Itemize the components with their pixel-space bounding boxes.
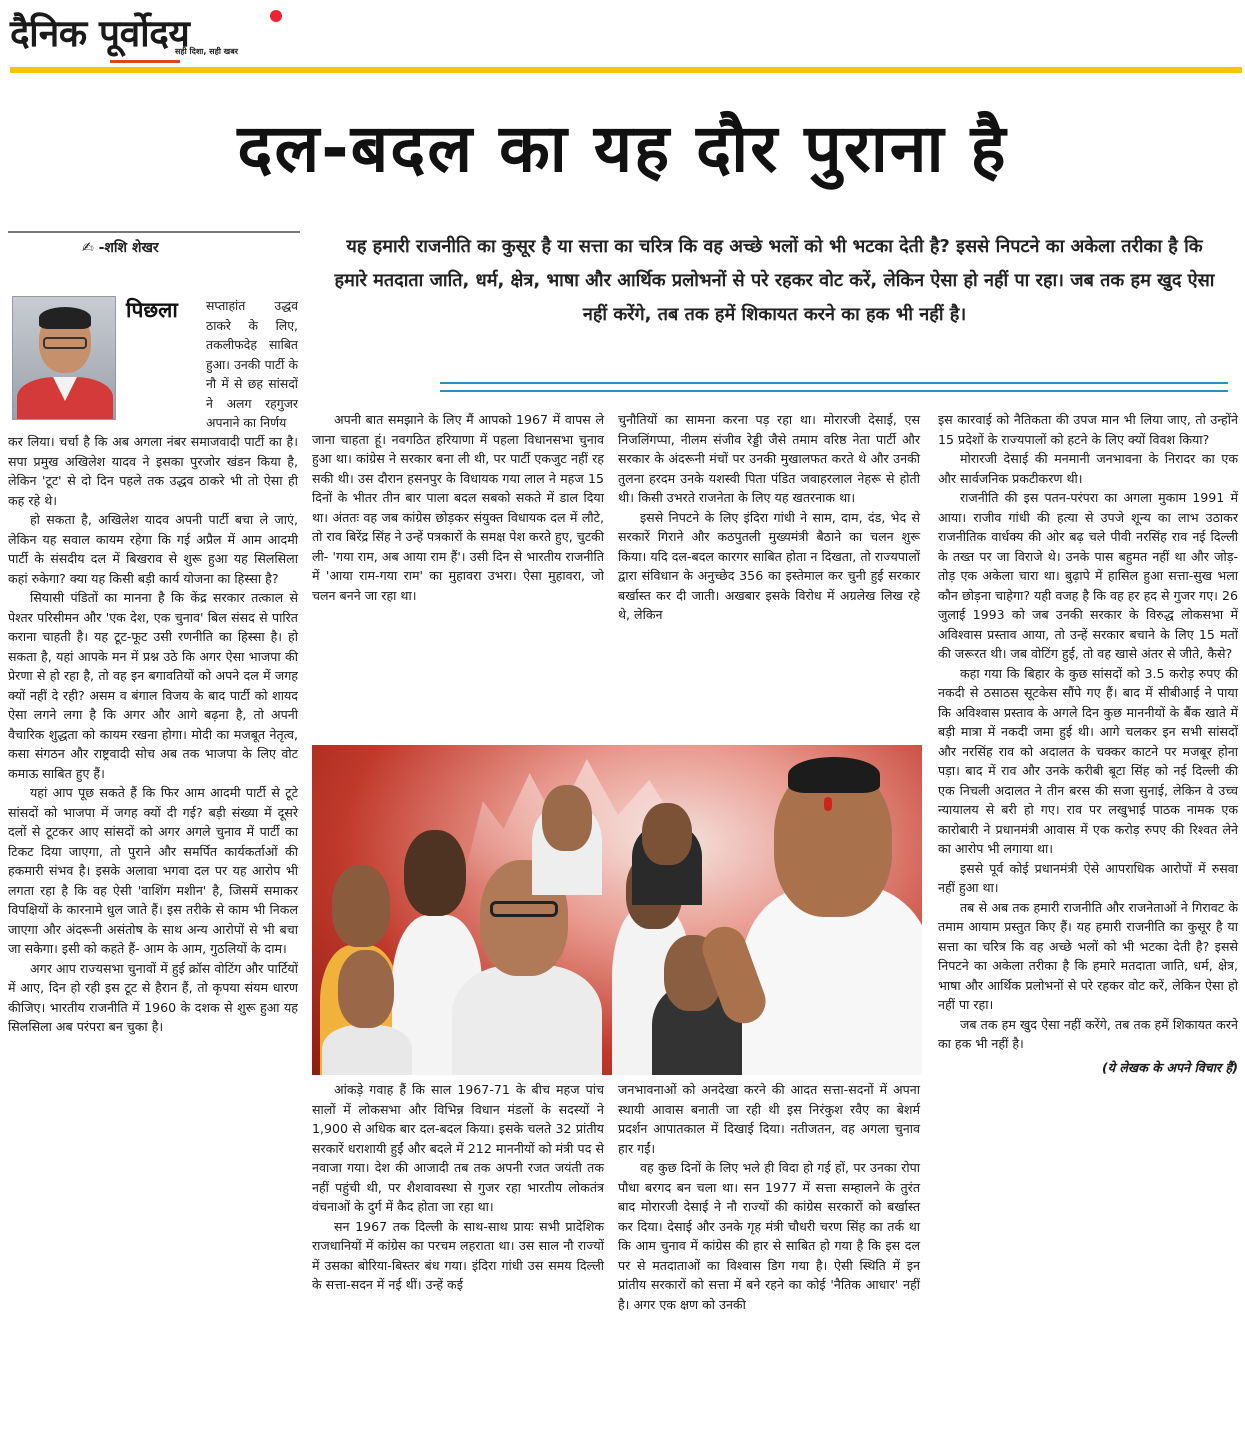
paragraph: अपनी बात समझाने के लिए मैं आपको 1967 में वापस ले जाना चाहता हूं। नवगठित हरियाणा में पहला विधानसभा चुनाव हुआ था। कांग्रेस ने सरकार बना ली थी, पर पार्टी एकजुट नहीं रह सकी थी। उस दौरान हसनपुर के विधायक गया लाल ने महज 15 दिनों के भीतर तीन बार पाला बदल सबको सकते में डाल दिया था। अंततः वह जब कांग्रेस छोड़कर संयुक्त विधायक दल में लौटे, तो राव बिरेंद्र सिंह ने उन्हें पत्रकारों के समक्ष पेश करते हुए, चुटकी ली- 'गया राम, अब आया राम हैं'। उसी दिन से भारतीय राजनीति में 'आया राम-गया राम' का मुहावरा उभरा। ऐसा मुहावरा, जो चलन बनने जा रहा था।	[312, 412, 604, 603]
paragraph: हो सकता है, अखिलेश यादव अपनी पार्टी बचा ले जाएं, लेकिन यह सवाल कायम रहेगा कि गई अप्रैल में आम आदमी पार्टी के संसदीय दल में बिखराव से शुरू हुआ यह सिलसिला कहां रुकेगा? क्या यह किसी बड़ी कार्य योजना का हिस्सा है?	[8, 512, 298, 586]
paragraph: तब से अब तक हमारी राजनीति और राजनेताओं ने गिरावट के तमाम आयाम प्रस्तुत किए हैं। यह हमारी राजनीति का कुसूर है या सत्ता का चरित्र कि वह अच्छे भलों को भी भटका देती है? इससे निपटने का अकेला तरीका है कि हमारे मतदाता जाति, धर्म, क्षेत्र, भाषा और आर्थिक प्रलोभनों से परे रहकर वोट करें, लेकिन ऐसा हो नहीं पा रहा।	[938, 899, 1238, 1012]
paragraph: वह कुछ दिनों के लिए भले ही विदा हो गई हों, पर उनका रोपा पौधा बरगद बन चला था। सन 1977 में सत्ता सम्हालने के तुरंत बाद मोरारजी देसाई ने नौ राज्यों की कांग्रेस सरकारों को बर्खास्त कर दिया। देसाई और उनके गृह मंत्री चौधरी चरण सिंह का तर्क था कि आम चुनाव में कांग्रेस की हार से साबित हो गया है कि इस दल पर से मतदाताओं का विश्वास डिग गया है। ऐसी स्थिति में इन प्रांतीय सरकारों को सत्ता में बने रहने का कोई 'नैतिक आधार' नहीं है। अगर एक क्षण को उनकी	[618, 1160, 920, 1312]
paragraph: इससे पूर्व कोई प्रधानमंत्री ऐसे आपराधिक आरोपों में रुसवा नहीं हुआ था।	[938, 860, 1238, 895]
column-2-top	[312, 410, 604, 605]
column-3-bottom	[618, 1080, 920, 1314]
deck-divider	[440, 382, 1228, 384]
deck-divider	[440, 390, 1228, 392]
paragraph: इससे निपटने के लिए इंदिरा गांधी ने साम, दाम, दंड, भेद से सरकारें गिराने और कठपुतली मुख्यमंत्री बैठाने का चलन शुरू किया। यदि दल-बदल कारगर साबित होता न दिखता, तो राज्यपालों द्वारा संविधान के अनुच्छेद 356 का इस्तेमाल कर चुनी हुई सरकार बर्खास्त कर दी जाती। अखबार इसके विरोध में अग्रलेख लिख रहे थे, लेकिन	[618, 509, 920, 622]
logo-dot-icon	[270, 10, 282, 22]
masthead-accent	[110, 60, 180, 63]
paragraph: चुनौतियों का सामना करना पड़ रहा था। मोरारजी देसाई, एस निजलिंगप्पा, नीलम संजीव रेड्डी जैसे तमाम वरिष्ठ नेता पार्टी और सरकार के अंदरूनी मंचों पर उनकी मुखालफत करते थे और उनकी तुलना हरदम उनके यशस्वी पिता पंडित जवाहरलाल नेहरू से होती थी। किसी उभरते राजनेता के लिए यह खतरनाक था।	[618, 412, 920, 505]
column-4	[938, 410, 1238, 1077]
column-1	[8, 432, 298, 1037]
masthead-tagline: सही दिशा, सही खबर	[175, 47, 239, 56]
article-byline: ✍ -शशि शेखर	[82, 240, 159, 256]
paragraph: इस कारवाई को नैतिकता की उपज मान भी लिया जाए, तो उन्होंने 15 प्रदेशों के राज्यपालों को हटने के लिए क्यों विवश किया?	[938, 412, 1238, 447]
column-3-top	[618, 410, 920, 625]
newspaper-logo: दैनिक पूर्वोदय	[10, 11, 190, 55]
paragraph: कर लिया। चर्चा है कि अब अगला नंबर समाजवादी पार्टी का है। सपा प्रमुख अखिलेश यादव ने इसका पुरजोर खंडन किया है, लेकिन 'टूट' से दो दिन पहले तक उद्धव ठाकरे भी तो ऐसा ही कह रहे थे।	[8, 434, 298, 508]
paragraph: जनभावनाओं को अनदेखा करने की आदत सत्ता-सदनों में अपना स्थायी आवास बनाती जा रही थी इस निरंकुश रवैए का बेशर्म प्रदर्शन आपातकाल में दिखाई दिया। नतीजतन, वह अगला चुनाव हार गईं।	[618, 1082, 920, 1156]
paragraph: सप्ताहांत उद्धव ठाकरे के लिए, तकलीफदेह साबित हुआ। उनकी पार्टी के नौ में से छह सांसदों ने अलग रहगुजर अपनाने का निर्णय	[206, 298, 298, 430]
paragraph: जब तक हम खुद ऐसा नहीं करेंगे, तब तक हमें शिकायत करने का हक भी नहीं है।	[938, 1016, 1238, 1051]
paragraph: कहा गया कि बिहार के कुछ सांसदों को 3.5 करोड़ रुपए की नकदी से ठसाठस सूटकेस सौंपे गए हैं। बाद में सीबीआई ने पाया कि अविश्वास प्रस्ताव के अगले दिन कुछ माननीयों के बैंक खाते में बड़ी मात्रा में नकदी जमा हुई थी। आगे चलकर इन सभी सांसदों और नरसिंह राव को अदालत के चक्कर काटने पर मजबूर होना पड़ा। बाद में राव और उनके करीबी बूटा सिंह को नई दिल्ली की एक निचली अदालत ने तीन बरस की सजा सुनाई, लेकिन वे उच्च न्यायालय से बरी हो गए। राव पर लखुभाई पाठक नामक एक कारोबारी ने प्रधानमंत्री आवास में एक करोड़ रुपए की रिश्वत लेने का आरोप भी लगाया था।	[938, 665, 1238, 856]
author-photo	[12, 296, 116, 420]
paragraph: सन 1967 तक दिल्ली के साथ-साथ प्रायः सभी प्रादेशिक राजधानियों में कांग्रेस का परचम लहराता था। उस साल नौ राज्यों में उसका बोरिया-बिस्तर बंध गया। इंदिरा गांधी उस समय दिल्ली के सत्ता-सदन में नई थीं। उन्हें कई	[312, 1218, 604, 1292]
column-1-intro	[206, 296, 298, 433]
column-2-bottom	[312, 1080, 604, 1295]
paragraph: राजनीति की इस पतन-परंपरा का अगला मुकाम 1991 में आया। राजीव गांधी की हत्या से उपजे शून्य का लाभ उठाकर राजनीतिक वार्धक्य की ओर बढ़ चले पीवी नरसिंह राव नई दिल्ली के तख्त पर जा विराजे थे। उनके पास बहुमत नहीं था और जोड़-तोड़ एक अकेला चारा था। बुढ़ापे में हासिल हुआ सत्ता-सुख भला कौन छोड़ना चाहेगा? यही वजह है कि वह हर हद से गुजर गए। 26 जुलाई 1993 को जब उनकी सरकार के विरुद्ध लोकसभा में अविश्वास प्रस्ताव आया, तो उन्हें सरकार बचाने के लिए 15 मतों की जरूरत थी। जब वोटिंग हुई, तो वह खासे अंतर से जीते, कैसे?	[938, 490, 1238, 661]
paragraph: मोरारजी देसाई की मनमानी जनभावना के निरादर का एक और सार्वजनिक प्रकटीकरण थी।	[938, 451, 1238, 486]
drop-word: पिछला	[126, 298, 178, 322]
byline-rule	[8, 231, 300, 233]
paragraph: यहां आप पूछ सकते हैं कि फिर आम आदमी पार्टी से टूटे सांसदों को भाजपा में जगह क्यों दी गई? बड़ी संख्या में दूसरे दलों से टूटकर आए सांसदों को अगर अगले चुनाव में पार्टी का टिकट दिया जाएगा, तो पुराने और समर्पित कार्यकर्ताओं की हकमारी संभव है। इसके अलावा भगवा दल पर यह आरोप भी लगता रहा है कि वह ऐसी 'वाशिंग मशीन' है, जिसमें समाकर विपक्षियों के कारनामे धुल जाते हैं। इस तरीके से काम भी निकल जाएगा और अंदरूनी असंतोष के साथ अन्य आरोपों से भी बचा जा सकेगा। इसी को कहते हैं- आम के आम, गुठलियों के दाम।	[8, 785, 298, 956]
article-deck: यह हमारी राजनीति का कुसूर है या सत्ता का चरित्र कि वह अच्छे भलों को भी भटका देती है? इससे निपटने का अकेला तरीका है कि हमारे मतदाता जाति, धर्म, क्षेत्र, भाषा और आर्थिक प्रलोभनों से परे रहकर वोट करें, लेकिन ऐसा हो नहीं पा रहा। जब तक हम खुद ऐसा नहीं करेंगे, तब तक हमें शिकायत करने का हक भी नहीं है।	[334, 236, 1215, 325]
masthead	[10, 10, 290, 74]
paragraph: सियासी पंडितों का मानना है कि केंद्र सरकार तत्काल से पेश्तर परिसीमन और 'एक देश, एक चुनाव' बिल संसद से पारित कराना चाहती है। यह टूट-फूट उसी रणनीति का हिस्सा है। हो सकता है, यहां आपके मन में प्रश्न उठे कि अगर ऐसा भाजपा की प्रेरणा से हो रहा है, तो वह इन बगावतियों को अपने दल में जगह क्यों नहीं दे रही? असम व बंगाल विजय के बाद पार्टी को शायद ऐसा लगने लगा है कि अगर और आगे बढ़ना है, तो अपनी वैचारिक शुद्धता को कायम रखना होगा। मोदी का मजबूत नेतृत्व, कसा संगठन और राष्ट्रवादी सोच अब तक भाजपा के लिए वोट कमाऊ साबित हुए हैं।	[8, 590, 298, 781]
author-disclaimer: (ये लेखक के अपने विचार हैं)	[1101, 1059, 1238, 1075]
paragraph: अगर आप राज्यसभा चुनावों में हुई क्रॉस वोटिंग और पार्टियों में आए, दिन हो रही इस टूट से हैरान हैं, तो कृपया संयम धारण कीजिए। भारतीय राजनीति में 1960 के दशक से शुरू हुआ यह सिलसिला अब परंपरा बन चुका है।	[8, 960, 298, 1034]
politicians-photo	[312, 745, 922, 1075]
paragraph: आंकड़े गवाह हैं कि साल 1967-71 के बीच महज पांच सालों में लोकसभा और विभिन्न विधान मंडलों के सदस्यों ने 1,900 से अधिक बार दल-बदल किया। इसके चलते 32 प्रांतीय सरकारें धराशायी हुईं और बदले में 212 माननीयों को मंत्री पद से नवाजा गया। देश की आजादी तब तक अपनी रजत जयंती तक नहीं पहुंची थी, पर शैशवावस्था से गुजर रहा भारतीय लोकतंत्र वंचनाओं के दुर्ग में कैद होता जा रहा था।	[312, 1082, 604, 1214]
article-headline: दल-बदल का यह दौर पुराना है	[237, 110, 1008, 187]
masthead-rule	[10, 67, 1242, 73]
